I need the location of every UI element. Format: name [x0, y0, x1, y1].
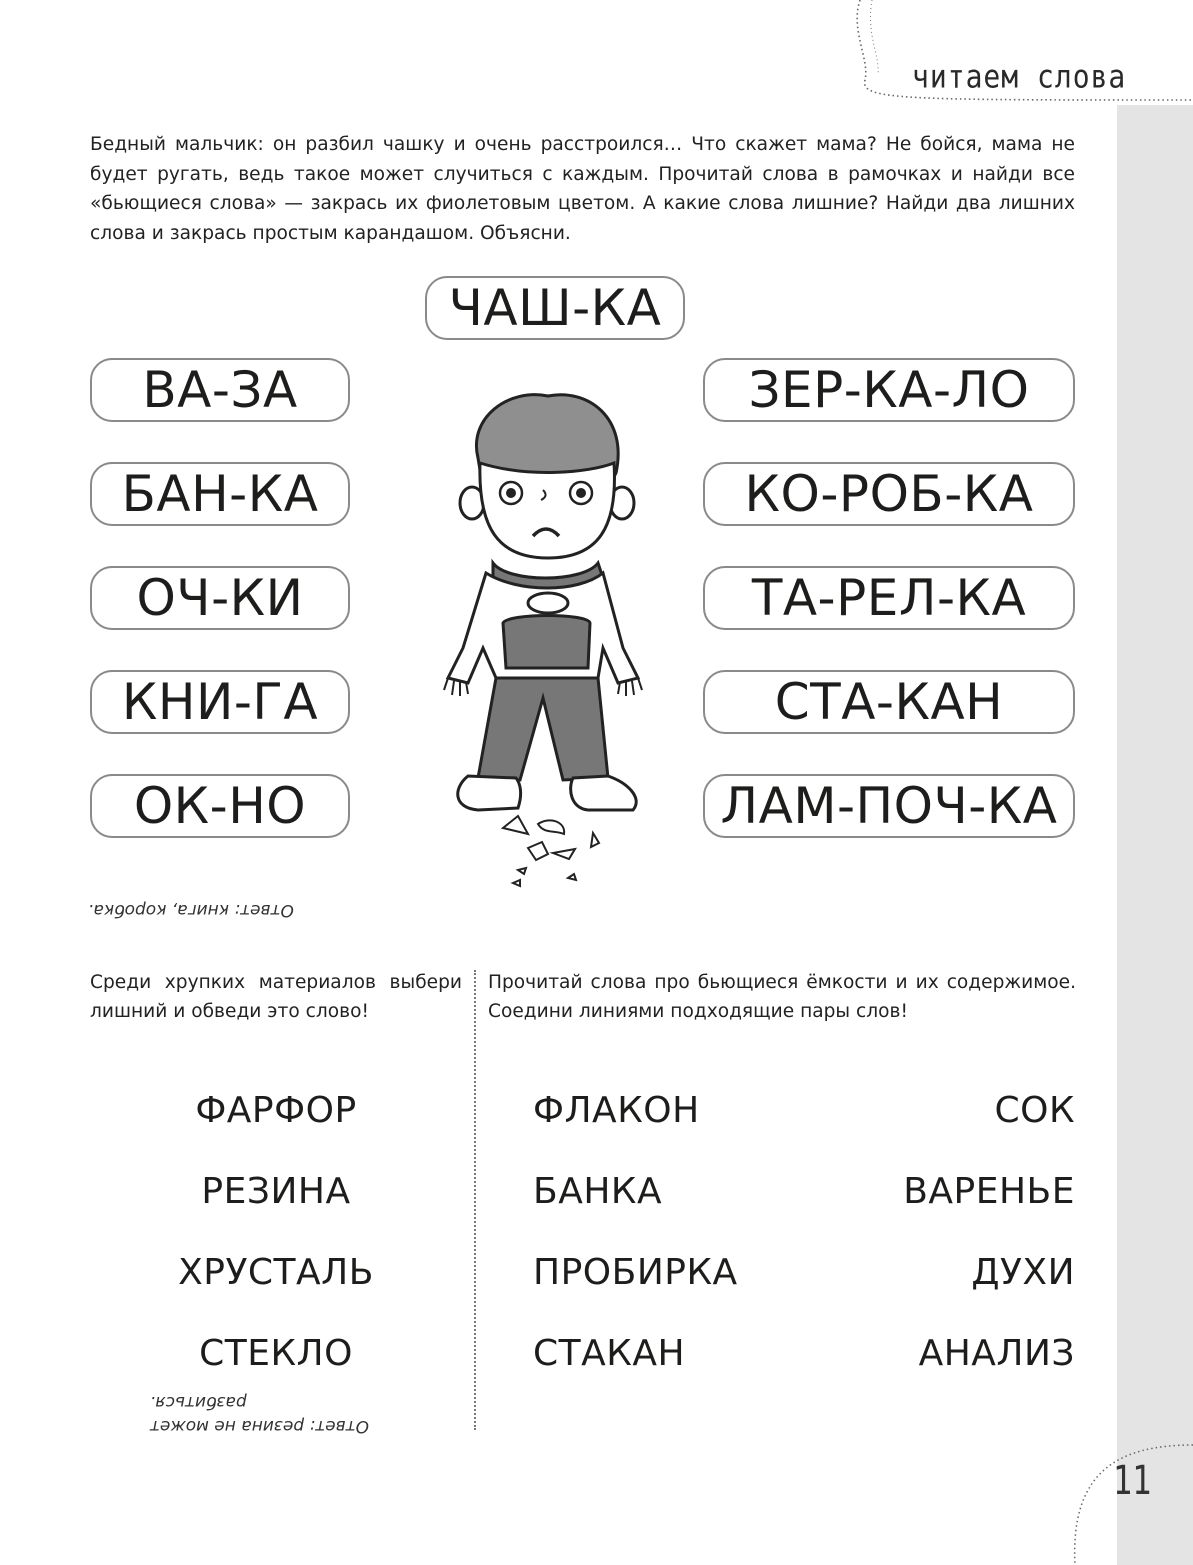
word-box-left: КНИ-ГА: [90, 670, 350, 734]
content-word: АНАЛИЗ: [918, 1333, 1075, 1374]
word-box-right: КО-РОБ-КА: [703, 462, 1075, 526]
container-word: БАНКА: [533, 1171, 663, 1212]
content-word: ВАРЕНЬЕ: [903, 1171, 1075, 1212]
dotted-divider: [474, 970, 476, 1430]
container-word: ПРОБИРКА: [533, 1252, 738, 1293]
intro-paragraph: Бедный мальчик: он разбил чашку и очень расстроился… Что скажет мама? Не бойся, мама не будет ругать, ведь такое может случиться с каждым. Прочитай слова в рамочках и найди все «бьющиеся слова» — закрась их фиолетовым цветом. А какие слова лишние? Найди два лишних слова и закрась простым карандашом. Объясни.: [90, 134, 1075, 244]
word-box-left: ОК-НО: [90, 774, 350, 838]
section-title: читаем слова: [912, 57, 1127, 96]
sad-boy-illustration: [438, 378, 648, 898]
container-word: ФЛАКОН: [533, 1090, 700, 1131]
task-containers-text: Прочитай слова про бьющиеся ёмкости и их содержимое. Соедини линиями подходящие пары слов!: [488, 972, 1076, 1022]
answer-upside-down-2: Ответ: резина не может разбиться.: [150, 1392, 369, 1436]
word-box-right: СТА-КАН: [703, 670, 1075, 734]
page-number: 11: [1112, 1458, 1152, 1504]
material-word: ФАРФОР: [195, 1090, 357, 1131]
content-word: ДУХИ: [971, 1252, 1075, 1293]
material-word: СТЕКЛО: [199, 1333, 353, 1374]
material-word: РЕЗИНА: [201, 1171, 351, 1212]
word-box-right: ЛАМ-ПОЧ-КА: [703, 774, 1075, 838]
word-box-center: ЧАШ-КА: [425, 276, 685, 340]
word-box-left: ВА-ЗА: [90, 358, 350, 422]
word-box-right: ЗЕР-КА-ЛО: [703, 358, 1075, 422]
content-word: СОК: [994, 1090, 1075, 1131]
word-box-left: ОЧ-КИ: [90, 566, 350, 630]
material-word: ХРУСТАЛЬ: [178, 1252, 374, 1293]
page-edge-strip: [1117, 105, 1193, 1565]
word-box-right: ТА-РЕЛ-КА: [703, 566, 1075, 630]
task-materials-text: Среди хрупких материалов выбери лишний и обведи это слово!: [90, 972, 462, 1022]
word-box-left: БАН-КА: [90, 462, 350, 526]
container-word: СТАКАН: [533, 1333, 686, 1374]
answer-upside-down: Ответ: книга, коробка.: [88, 900, 294, 920]
